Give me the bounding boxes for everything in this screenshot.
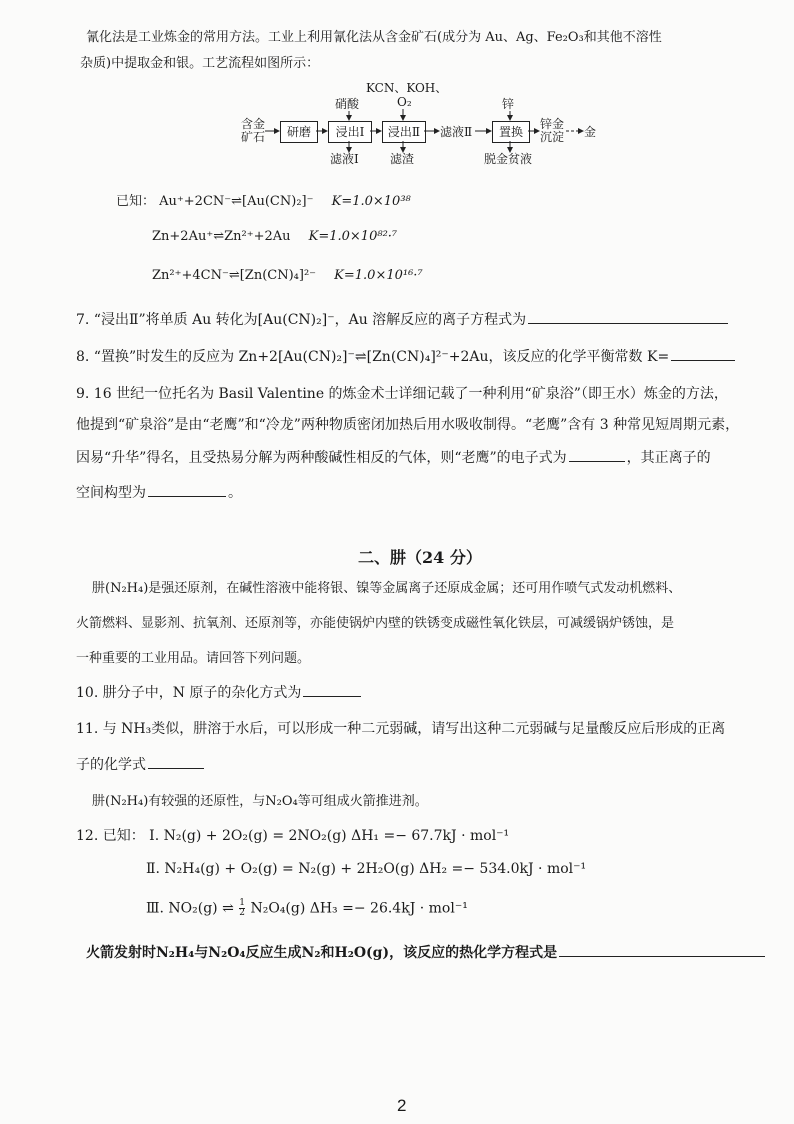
known-eq-3-text: Zn²⁺+4CN⁻⇌[Zn(CN)₄]²⁻ bbox=[152, 268, 317, 283]
question-12-eq-1 bbox=[76, 825, 509, 845]
step-grinding: 研磨 bbox=[280, 121, 318, 143]
output-barren-solution: 脱金贫液 bbox=[484, 152, 533, 166]
q12-eq-3-left: Ⅲ. NO₂(g) ⇌ bbox=[146, 900, 234, 917]
question-12-prompt bbox=[86, 942, 767, 962]
known-eq-2 bbox=[152, 229, 397, 244]
question-7-text: 7. “浸出Ⅱ”将单质 Au 转化为[Au(CN)₂]⁻，Au 溶解反应的离子方程式为 bbox=[76, 312, 527, 328]
answer-blank-7[interactable] bbox=[528, 322, 728, 324]
reagent-kcn-koh: KCN、KOH、 bbox=[366, 81, 448, 95]
known-label: 已知： bbox=[116, 194, 156, 209]
step-leach-2: 浸出Ⅱ bbox=[382, 121, 426, 143]
known-eq-2-text: Zn+2Au⁺⇌Zn²⁺+2Au bbox=[152, 229, 291, 244]
question-9-line-3b: ，其正离子的 bbox=[626, 450, 711, 466]
known-eq-1-text: Au⁺+2CN⁻⇌[Au(CN)₂]⁻ bbox=[159, 194, 314, 209]
output-filtrate-1: 滤液Ⅰ bbox=[330, 152, 359, 166]
answer-blank-11[interactable] bbox=[148, 767, 204, 769]
fraction-numerator: 1 bbox=[239, 898, 245, 908]
process-flowchart bbox=[0, 0, 794, 170]
question-12-eq-2: Ⅱ. N₂H₄(g) + O₂(g) = N₂(g) + 2H₂O(g) ΔH₂ =− 534.0kJ · mol⁻¹ bbox=[146, 861, 587, 877]
product-gold: 金 bbox=[584, 125, 597, 139]
question-7 bbox=[76, 309, 730, 329]
step-leach-1: 浸出Ⅰ bbox=[328, 121, 372, 143]
answer-blank-12[interactable] bbox=[559, 955, 765, 957]
question-8-text: 8. “置换”时发生的反应为 Zn+2[Au(CN)₂]⁻⇌[Zn(CN)₄]²⁻+2Au，该反应的化学平衡常数 K= bbox=[76, 349, 670, 365]
fraction-denominator: 2 bbox=[239, 908, 245, 918]
known-eq-3 bbox=[152, 268, 423, 283]
answer-blank-9b[interactable] bbox=[148, 495, 226, 497]
intro-line-1: 氰化法是工业炼金的常用方法。工业上利用氰化法从含金矿石(成分为 Au、Ag、Fe₂O₃和其他不溶性 bbox=[86, 30, 662, 45]
question-8 bbox=[76, 346, 737, 366]
output-residue: 滤渣 bbox=[390, 152, 415, 166]
reagent-nitric-acid: 硝酸 bbox=[335, 97, 360, 111]
question-9-line-4b: 。 bbox=[228, 485, 242, 501]
known-eq-1 bbox=[116, 190, 411, 209]
question-9-line-3 bbox=[76, 447, 711, 467]
known-k-1: K=1.0×10³⁸ bbox=[331, 194, 411, 209]
question-11-line-2 bbox=[76, 754, 206, 774]
section-2-para-1: 肼(N₂H₄)是强还原剂，在碱性溶液中能将银、镍等金属离子还原成金属；还可用作喷气式发动机燃料、 bbox=[92, 581, 682, 596]
q12-eq-1-text: Ⅰ. N₂(g) + 2O₂(g) = 2NO₂(g) ΔH₁ =− 67.7kJ · mol⁻¹ bbox=[149, 828, 510, 844]
intro-line-2: 杂质)中提取金和银。工艺流程如图所示： bbox=[80, 56, 320, 71]
question-9-line-2: 他提到“矿泉浴”是由“老鹰”和“冷龙”两种物质密闭加热后用水吸收制得。“老鹰”含有 3 种常见短周期元素， bbox=[76, 417, 740, 433]
question-9-line-4a: 空间构型为 bbox=[76, 485, 146, 501]
input-ore: 含金矿石 bbox=[241, 117, 266, 144]
hydrazine-note: 肼(N₂H₄)有较强的还原性，与N₂O₄等可组成火箭推进剂。 bbox=[92, 794, 428, 809]
question-10 bbox=[76, 682, 363, 702]
question-12-eq-3 bbox=[146, 899, 468, 918]
question-9-line-1: 9. 16 世纪一位托名为 Basil Valentine 的炼金术士详细记载了一种利用“矿泉浴”（即王水）炼金的方法， bbox=[76, 386, 728, 402]
question-9-line-3a: 因易“升华”得名，且受热易分解为两种酸碱性相反的气体，则“老鹰”的电子式为 bbox=[76, 450, 567, 466]
reagent-oxygen: O₂ bbox=[397, 95, 412, 109]
flowchart-arrows bbox=[0, 0, 794, 170]
known-k-3: K=1.0×10¹⁶·⁷ bbox=[334, 268, 423, 283]
section-2-para-3: 一种重要的工业用品。请回答下列问题。 bbox=[76, 651, 311, 666]
filtrate-2: 滤液Ⅱ bbox=[440, 125, 473, 139]
q12-eq-3-right: N₂O₄(g) ΔH₃ =− 26.4kJ · mol⁻¹ bbox=[250, 900, 468, 917]
question-12-label: 12. 已知： bbox=[76, 828, 145, 844]
section-2-para-2: 火箭燃料、显影剂、抗氧剂、还原剂等，亦能使锅炉内壁的铁锈变成磁性氧化铁层，可减缓锅炉锈蚀，是 bbox=[76, 616, 675, 631]
page-number: 2 bbox=[397, 1096, 407, 1115]
question-9-line-4 bbox=[76, 482, 242, 502]
fraction-one-half bbox=[239, 899, 245, 918]
answer-blank-8[interactable] bbox=[671, 359, 735, 361]
known-k-2: K=1.0×10⁸²·⁷ bbox=[308, 229, 398, 244]
section-2-title: 二、肼（24 分） bbox=[358, 548, 482, 567]
question-11-line-1: 11. 与 NH₃类似，肼溶于水后，可以形成一种二元弱碱，请写出这种二元弱碱与足量酸反应后形成的正离 bbox=[76, 721, 726, 737]
question-10-text: 10. 肼分子中，N 原子的杂化方式为 bbox=[76, 685, 302, 701]
answer-blank-10[interactable] bbox=[303, 695, 361, 697]
answer-blank-9a[interactable] bbox=[569, 460, 625, 462]
reagent-zinc: 锌 bbox=[502, 97, 515, 111]
step-replacement: 置换 bbox=[492, 121, 530, 143]
question-11-line-2-text: 子的化学式 bbox=[76, 757, 146, 773]
question-12-prompt-text: 火箭发射时N₂H₄与N₂O₄反应生成N₂和H₂O(g)，该反应的热化学方程式是 bbox=[86, 945, 558, 961]
product-zinc-gold-precipitate: 锌金沉淀 bbox=[540, 117, 565, 144]
